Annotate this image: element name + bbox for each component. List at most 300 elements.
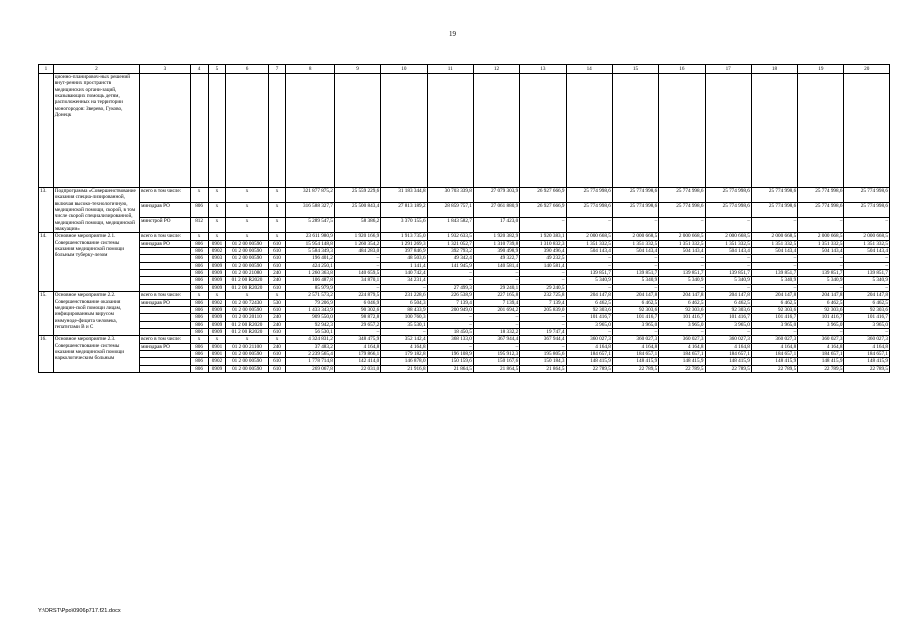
amount-cell: 92 942,3 — [286, 321, 334, 328]
csr-cell: x — [226, 218, 268, 233]
amount-cell: 3 965,0 — [751, 321, 797, 328]
executor-cell — [140, 284, 191, 291]
amount-cell: 25 774 998,6 — [844, 203, 890, 218]
amount-cell: – — [844, 328, 890, 335]
amount-cell: 204 147,8 — [612, 292, 658, 299]
amount-cell: – — [612, 218, 658, 233]
amount-cell: 3 965,0 — [798, 321, 844, 328]
amount-cell: 4 164,8 — [612, 343, 658, 350]
amount-cell: 25 774 998,6 — [612, 203, 658, 218]
csr-cell: 01 2 00 20110 — [226, 314, 268, 321]
vr-cell: 610 — [268, 328, 286, 335]
amount-cell: 92 303,6 — [659, 306, 705, 313]
amount-cell: 23 611 980,9 — [286, 233, 334, 240]
amount-cell: 504 143,4 — [566, 248, 612, 255]
amount-cell: 6 462,5 — [751, 299, 797, 306]
header-cell: 19 — [798, 65, 844, 74]
amount-cell: 25 774 998,6 — [751, 188, 797, 203]
amount-cell: – — [334, 328, 380, 335]
csr-cell: x — [226, 203, 268, 218]
amount-cell: 231 228,6 — [381, 292, 427, 299]
header-cell: 10 — [381, 65, 427, 74]
amount-cell: 3 965,0 — [659, 321, 705, 328]
amount-cell: 179 182,8 — [381, 350, 427, 357]
amount-cell: – — [334, 284, 380, 291]
amount-cell: 1 920 383,1 — [520, 233, 566, 240]
amount-cell: 3 965,0 — [612, 321, 658, 328]
grbs-cell: 806 — [190, 321, 208, 328]
amount-cell: 21 916,8 — [381, 365, 427, 372]
amount-cell: 1 291 269,3 — [381, 240, 427, 247]
amount-cell: 140 659,5 — [334, 270, 380, 277]
grbs-cell: 806 — [190, 358, 208, 365]
amount-cell: 101 416,7 — [612, 314, 658, 321]
amount-cell: 5 340,9 — [705, 277, 751, 284]
amount-cell: 204 147,8 — [659, 292, 705, 299]
executor-cell — [140, 270, 191, 277]
amount-cell: 140 742,4 — [381, 270, 427, 277]
amount-cell: 29 240,1 — [473, 284, 519, 291]
amount-cell: 21 864,5 — [427, 365, 473, 372]
amount-cell: 184 657,1 — [844, 350, 890, 357]
amount-cell: – — [659, 218, 705, 233]
csr-cell: 01 2 00 00590 — [226, 262, 268, 269]
rz-cell: x — [208, 203, 226, 218]
vr-cell: 610 — [268, 284, 286, 291]
header-cell: 16 — [659, 65, 705, 74]
executor-cell — [140, 350, 191, 357]
amount-cell: – — [705, 262, 751, 269]
csr-cell: 01 2 00 R2020 — [226, 277, 268, 284]
amount-cell: 316 588 327,7 — [286, 203, 334, 218]
amount-cell: – — [659, 255, 705, 262]
amount-cell: 17 423,0 — [473, 218, 519, 233]
amount-cell: 360 027,3 — [705, 336, 751, 343]
amount-cell: 4 164,8 — [659, 343, 705, 350]
budget-table-wrapper — [38, 64, 890, 373]
empty-cell — [705, 74, 751, 188]
rz-cell: x — [208, 218, 226, 233]
amount-cell: 100 760,3 — [381, 314, 427, 321]
csr-cell: x — [226, 336, 268, 343]
header-cell: 8 — [286, 65, 334, 74]
amount-cell: 1 778 714,8 — [286, 358, 334, 365]
grbs-cell: 806 — [190, 328, 208, 335]
amount-cell: – — [566, 262, 612, 269]
amount-cell: – — [612, 284, 658, 291]
amount-cell: 27 061 880,9 — [473, 203, 519, 218]
amount-cell: – — [473, 321, 519, 328]
empty-cell — [190, 74, 208, 188]
amount-cell: – — [659, 328, 705, 335]
amount-cell: – — [520, 270, 566, 277]
table-row — [39, 233, 890, 240]
amount-cell: 1 141,4 — [381, 262, 427, 269]
amount-cell: 1 843 582,7 — [427, 218, 473, 233]
amount-cell: 3 370 155,6 — [381, 218, 427, 233]
empty-cell — [520, 74, 566, 188]
amount-cell: 1 321 052,7 — [427, 240, 473, 247]
amount-cell: 1 351 332,5 — [566, 240, 612, 247]
amount-cell: 25 774 998,6 — [798, 203, 844, 218]
amount-cell: 148 415,9 — [612, 358, 658, 365]
amount-cell: – — [520, 277, 566, 284]
amount-cell: – — [844, 218, 890, 233]
intro-text-cell: ционно-планировоч-ных решений внут-ренних пространств медицинских органи-заций, оказывающих помощь детям, расположенных на территории моногородов: Зверево, Гуково, Донецк — [53, 74, 139, 188]
amount-cell: 22 789,5 — [566, 365, 612, 372]
footer-file-path: Y:\ORST\Ppo\0906p717.f21.docx — [38, 608, 121, 614]
table-row — [39, 203, 890, 218]
amount-cell: 204 147,8 — [844, 292, 890, 299]
grbs-cell: 806 — [190, 270, 208, 277]
amount-cell: 348 475,9 — [334, 336, 380, 343]
empty-cell — [566, 74, 612, 188]
grbs-cell: 806 — [190, 255, 208, 262]
amount-cell: 2 000 668,5 — [612, 233, 658, 240]
amount-cell: 360 027,3 — [751, 336, 797, 343]
amount-cell: 101 416,7 — [798, 314, 844, 321]
amount-cell: 92 303,6 — [844, 306, 890, 313]
amount-cell: 37 483,2 — [286, 343, 334, 350]
amount-cell: 88 433,9 — [381, 306, 427, 313]
section-number: 14. — [39, 233, 54, 292]
amount-cell: 22 789,5 — [751, 365, 797, 372]
amount-cell: 150 159,6 — [427, 358, 473, 365]
grbs-cell: 806 — [190, 299, 208, 306]
table-row — [39, 292, 890, 299]
amount-cell: – — [751, 328, 797, 335]
grbs-cell: 806 — [190, 365, 208, 372]
amount-cell: 26 927 666,9 — [520, 188, 566, 203]
vr-cell: 610 — [268, 240, 286, 247]
amount-cell: 1 260 354,2 — [334, 240, 380, 247]
amount-cell: 6 462,5 — [705, 299, 751, 306]
amount-cell: 49 342,4 — [427, 255, 473, 262]
amount-cell: 184 657,1 — [798, 350, 844, 357]
header-cell: 9 — [334, 65, 380, 74]
amount-cell: – — [520, 314, 566, 321]
vr-cell: x — [268, 292, 286, 299]
rz-cell: x — [208, 336, 226, 343]
table-row — [39, 270, 890, 277]
amount-cell: – — [705, 255, 751, 262]
amount-cell: 4 164,8 — [705, 343, 751, 350]
amount-cell: 139 851,7 — [612, 270, 658, 277]
amount-cell: – — [566, 218, 612, 233]
executor-cell — [140, 306, 191, 313]
amount-cell: – — [427, 270, 473, 277]
amount-cell: 360 027,3 — [566, 336, 612, 343]
amount-cell: 18 332,2 — [473, 328, 519, 335]
vr-cell: 610 — [268, 248, 286, 255]
section-name: Основное мероприятие 2.2. Совершенствование оказания медицин-ской помощи лицам, инфицированным вирусом иммунодe-фицита человека, гепатитами B и C — [53, 292, 139, 336]
csr-cell: 01 2 00 R2020 — [226, 284, 268, 291]
grbs-cell: x — [190, 233, 208, 240]
amount-cell: – — [798, 255, 844, 262]
rz-cell: 0909 — [208, 314, 226, 321]
rz-cell: 0902 — [208, 358, 226, 365]
amount-cell: 25 774 998,6 — [659, 203, 705, 218]
amount-cell: 2 239 565,4 — [286, 350, 334, 357]
amount-cell: 27 079 303,9 — [473, 188, 519, 203]
amount-cell: 90 302,6 — [334, 306, 380, 313]
amount-cell: 106 487,8 — [286, 277, 334, 284]
amount-cell: 1 351 332,5 — [751, 240, 797, 247]
table-row — [39, 314, 890, 321]
amount-cell: 28 859 757,1 — [427, 203, 473, 218]
vr-cell: 610 — [268, 358, 286, 365]
executor-cell — [140, 314, 191, 321]
executor-cell: минздрав РО — [140, 343, 191, 350]
amount-cell: 49 232,5 — [520, 255, 566, 262]
vr-cell: x — [268, 188, 286, 203]
amount-cell: 7 139,4 — [427, 299, 473, 306]
amount-cell: 25 559 229,6 — [334, 188, 380, 203]
amount-cell: 204 147,8 — [566, 292, 612, 299]
table-row — [39, 350, 890, 357]
amount-cell: 142 414,0 — [334, 358, 380, 365]
amount-cell: – — [705, 328, 751, 335]
vr-cell: 240 — [268, 321, 286, 328]
amount-cell: 22 789,5 — [798, 365, 844, 372]
empty-cell — [659, 74, 705, 188]
header-cell: 4 — [190, 65, 208, 74]
amount-cell: 2 000 668,5 — [751, 233, 797, 240]
amount-cell: – — [427, 314, 473, 321]
amount-cell: 29 657,2 — [334, 321, 380, 328]
amount-cell: 352 142,4 — [381, 336, 427, 343]
amount-cell: 18 450,5 — [427, 328, 473, 335]
rz-cell: 0909 — [208, 321, 226, 328]
empty-cell — [334, 74, 380, 188]
empty-cell — [844, 74, 890, 188]
amount-cell: 22 789,5 — [612, 365, 658, 372]
amount-cell: 15 954 148,8 — [286, 240, 334, 247]
amount-cell: – — [334, 255, 380, 262]
amount-cell: 1 932 633,5 — [427, 233, 473, 240]
section-number: 16. — [39, 336, 54, 373]
amount-cell: – — [659, 262, 705, 269]
csr-cell: 01 2 00 21080 — [226, 270, 268, 277]
intro-row — [39, 74, 890, 188]
executor-cell: минздрав РО — [140, 240, 191, 247]
csr-cell: 01 2 00 21100 — [226, 343, 268, 350]
amount-cell: 1 310 739,8 — [473, 240, 519, 247]
amount-cell: 205 839,0 — [520, 306, 566, 313]
vr-cell: 610 — [268, 255, 286, 262]
amount-cell: – — [798, 262, 844, 269]
amount-cell: – — [520, 218, 566, 233]
section-name: Подпрограмма «Совершенствование оказания специа-лизированной, включая высоко-технологичную, медицинской помощи, скорой, в том числе скорой специализированной, медицинской помощи, медицинской эвакуации» — [53, 188, 139, 233]
vr-cell: x — [268, 336, 286, 343]
amount-cell: 1 920 382,9 — [473, 233, 519, 240]
vr-cell: 240 — [268, 270, 286, 277]
amount-cell: 504 143,4 — [659, 248, 705, 255]
amount-cell: 224 879,5 — [334, 292, 380, 299]
vr-cell: x — [268, 218, 286, 233]
amount-cell: 390 498,9 — [473, 248, 519, 255]
empty-cell — [473, 74, 519, 188]
amount-cell: 101 416,7 — [844, 314, 890, 321]
amount-cell: 1 351 332,5 — [705, 240, 751, 247]
empty-cell — [381, 74, 427, 188]
vr-cell: x — [268, 203, 286, 218]
amount-cell: 201 694,2 — [473, 306, 519, 313]
amount-cell: 1 260 363,8 — [286, 270, 334, 277]
grbs-cell: 806 — [190, 203, 208, 218]
amount-cell: 139 851,7 — [566, 270, 612, 277]
empty-cell — [208, 74, 226, 188]
header-cell: 13 — [520, 65, 566, 74]
amount-cell: 367 944,4 — [473, 336, 519, 343]
amount-cell: 25 500 843,4 — [334, 203, 380, 218]
amount-cell: 34 870,1 — [334, 277, 380, 284]
header-cell: 20 — [844, 65, 890, 74]
header-cell: 15 — [612, 65, 658, 74]
amount-cell: – — [334, 262, 380, 269]
amount-cell: 6 504,3 — [381, 299, 427, 306]
amount-cell: 4 164,8 — [334, 343, 380, 350]
amount-cell: 22 789,5 — [705, 365, 751, 372]
amount-cell: 35 530,1 — [381, 321, 427, 328]
executor-cell — [140, 365, 191, 372]
rz-cell: 0909 — [208, 328, 226, 335]
amount-cell: – — [612, 328, 658, 335]
amount-cell: 101 416,7 — [751, 314, 797, 321]
amount-cell: 5 289 547,5 — [286, 218, 334, 233]
amount-cell: 5 340,9 — [566, 277, 612, 284]
grbs-cell: x — [190, 292, 208, 299]
table-row — [39, 306, 890, 313]
budget-table — [38, 64, 890, 373]
amount-cell: 25 774 998,6 — [844, 188, 890, 203]
amount-cell: 1 920 166,9 — [334, 233, 380, 240]
amount-cell: 226 538,9 — [427, 292, 473, 299]
vr-cell: 610 — [268, 262, 286, 269]
amount-cell: 184 657,1 — [612, 350, 658, 357]
amount-cell: – — [473, 314, 519, 321]
amount-cell: 101 416,7 — [566, 314, 612, 321]
amount-cell: 1 433 343,9 — [286, 306, 334, 313]
amount-cell: 34 231,4 — [381, 277, 427, 284]
header-cell: 2 — [53, 65, 139, 74]
executor-cell: минстрой РО — [140, 218, 191, 233]
amount-cell: 30 703 339,8 — [427, 188, 473, 203]
amount-cell: 25 774 998,6 — [751, 203, 797, 218]
amount-cell: – — [473, 270, 519, 277]
amount-cell: 2 000 668,5 — [844, 233, 890, 240]
amount-cell: 101 416,7 — [705, 314, 751, 321]
amount-cell: 31 183 344,8 — [381, 188, 427, 203]
grbs-cell: 806 — [190, 343, 208, 350]
amount-cell: 390 496,4 — [520, 248, 566, 255]
amount-cell: 5 340,9 — [751, 277, 797, 284]
amount-cell: 424 250,1 — [286, 262, 334, 269]
csr-cell: 01 2 00 72430 — [226, 299, 268, 306]
rz-cell: 0909 — [208, 284, 226, 291]
amount-cell: 4 164,8 — [844, 343, 890, 350]
amount-cell: 1 351 332,5 — [798, 240, 844, 247]
amount-cell: – — [844, 262, 890, 269]
amount-cell: 184 657,1 — [751, 350, 797, 357]
amount-cell: 321 877 875,2 — [286, 188, 334, 203]
table-row — [39, 248, 890, 255]
table-row — [39, 328, 890, 335]
vr-cell: 240 — [268, 343, 286, 350]
amount-cell: 184 657,1 — [659, 350, 705, 357]
amount-cell: – — [844, 284, 890, 291]
amount-cell: 2 000 668,5 — [798, 233, 844, 240]
amount-cell: 25 774 998,6 — [566, 203, 612, 218]
amount-cell: 5 340,9 — [612, 277, 658, 284]
amount-cell: 360 027,3 — [612, 336, 658, 343]
table-row — [39, 365, 890, 372]
amount-cell: 4 164,8 — [566, 343, 612, 350]
executor-cell: минздрав РО — [140, 203, 191, 218]
rz-cell: 0909 — [208, 277, 226, 284]
amount-cell: 79 206,9 — [286, 299, 334, 306]
amount-cell: 148 415,9 — [751, 358, 797, 365]
amount-cell: 227 165,8 — [473, 292, 519, 299]
rz-cell: 0901 — [208, 350, 226, 357]
amount-cell: 4 324 831,2 — [286, 336, 334, 343]
rz-cell: 0909 — [208, 270, 226, 277]
csr-cell: 01 2 00 00590 — [226, 358, 268, 365]
amount-cell: 360 027,3 — [844, 336, 890, 343]
executor-cell — [140, 328, 191, 335]
grbs-cell: x — [190, 336, 208, 343]
amount-cell: 6 462,5 — [844, 299, 890, 306]
amount-cell: 204 147,8 — [705, 292, 751, 299]
amount-cell: 22 031,0 — [334, 365, 380, 372]
amount-cell: 26 927 666,9 — [520, 203, 566, 218]
amount-cell: 5 340,9 — [844, 277, 890, 284]
grbs-cell: 806 — [190, 306, 208, 313]
csr-cell: x — [226, 188, 268, 203]
amount-cell: 85 979,9 — [286, 284, 334, 291]
amount-cell: 148 415,9 — [705, 358, 751, 365]
rz-cell: 0901 — [208, 240, 226, 247]
amount-cell: – — [612, 255, 658, 262]
rz-cell: 0909 — [208, 262, 226, 269]
empty-cell — [268, 74, 286, 188]
intro-num-cell — [39, 74, 54, 188]
amount-cell: 368 133,0 — [427, 336, 473, 343]
amount-cell: 3 965,0 — [705, 321, 751, 328]
amount-cell: 141 945,9 — [427, 262, 473, 269]
grbs-cell: 806 — [190, 248, 208, 255]
rz-cell: 0902 — [208, 299, 226, 306]
csr-cell: x — [226, 292, 268, 299]
executor-cell: всего в том числе: — [140, 292, 191, 299]
amount-cell: 150 167,6 — [473, 358, 519, 365]
amount-cell: 484 283,0 — [334, 248, 380, 255]
amount-cell: 140 581,4 — [473, 262, 519, 269]
grbs-cell: 806 — [190, 262, 208, 269]
vr-cell: x — [268, 233, 286, 240]
executor-cell — [140, 262, 191, 269]
amount-cell: 1 351 332,5 — [844, 240, 890, 247]
amount-cell: 21 864,5 — [473, 365, 519, 372]
amount-cell: 25 774 998,6 — [566, 188, 612, 203]
amount-cell: 1 913 735,0 — [381, 233, 427, 240]
rz-cell: 0909 — [208, 306, 226, 313]
amount-cell: 269 067,8 — [286, 365, 334, 372]
amount-cell: 6 462,5 — [566, 299, 612, 306]
table-body — [39, 65, 890, 373]
amount-cell: – — [473, 277, 519, 284]
amount-cell: 139 851,7 — [659, 270, 705, 277]
